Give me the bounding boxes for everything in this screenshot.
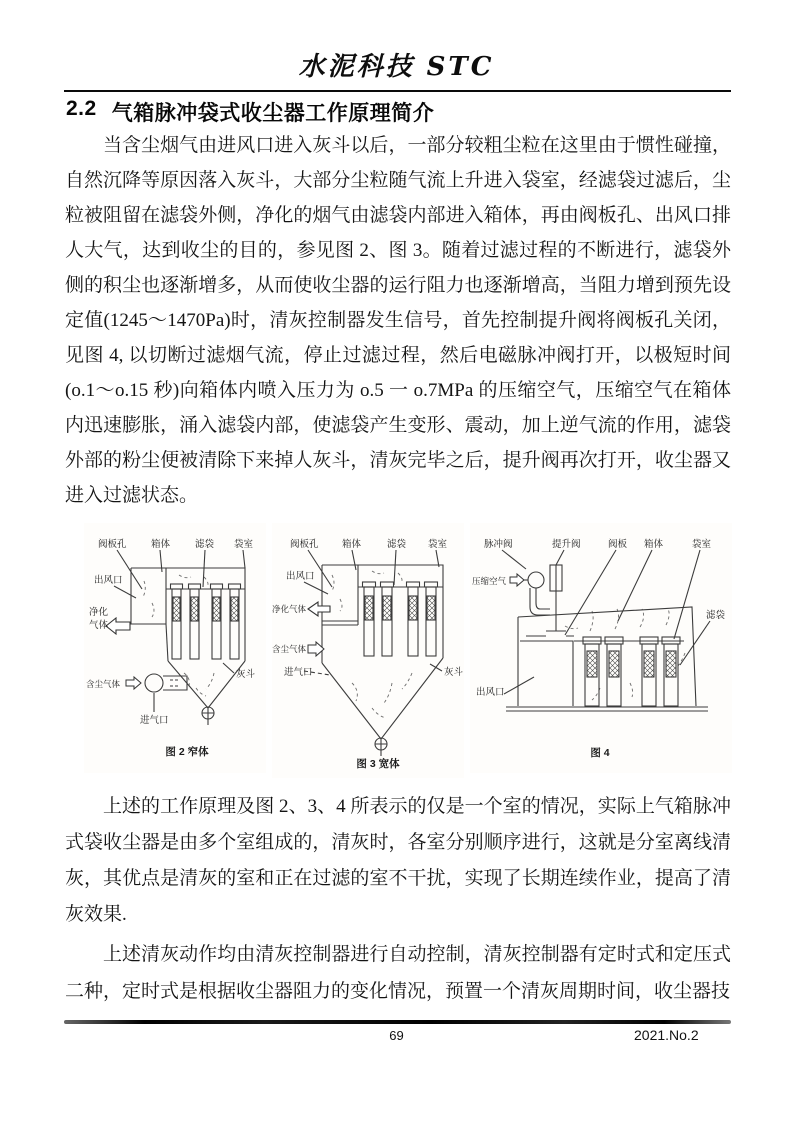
figure-3-diagram [272,523,464,773]
figure-2 [84,523,266,773]
fig3-label-filter-bag: 滤袋 [387,539,407,550]
issue-number: 2021.No.2 [634,1027,699,1043]
header-divider [64,90,731,92]
footer-divider [64,1020,731,1024]
fig2-label-air-inlet: 进气口 [140,715,169,726]
fig2-label-valve-plate-hole: 阀板孔 [98,539,127,550]
fig2-label-bag-chamber: 袋室 [234,539,254,550]
figure-3 [272,523,464,778]
fig3-label-air-outlet: 出风口 [286,571,315,582]
fig2-label-dust-gas: 含尘气体 [86,679,121,689]
fig4-label-compressed-air: 压缩空气 [472,576,507,586]
page-number: 69 [389,1028,404,1043]
paragraph-working-principle: 当含尘烟气由进风口进入灰斗以后，一部分较粗尘粒在这里由于惯性碰撞，自然沉降等原因落入灰斗，大部分尘粒随气流上升进入袋室，经滤袋过滤后，尘粒被阻留在滤袋外侧，净化的烟气由滤袋内部进入箱体，再由阀板孔、出风口排人大气，达到收尘的目的，参见图 2、图 3。随着过滤过程的不断进行，滤袋外侧的积尘也逐渐增多，从而使收尘器的运行阻力也逐渐增高，当阻力增到预先设定值(1245～1470Pa)时，清灰控制器发生信号，首先控制提升阀将阀板孔关闭，见图 4, 以切断过滤烟气流，停止过滤过程，然后电磁脉冲阀打开，以极短时间(o.1～o.15 秒)向箱体内喷入压力为 o.5 一 o.7MPa 的压缩空气，压缩空气在箱体内迅速膨胀，涌入滤袋内部，使滤袋产生变形、震动，加上逆气流的作用，滤袋外部的粉尘便被清除下来掉人灰斗，清灰完毕之后，提升阀再次打开，收尘器又进入过滤状态。 [65,135,731,506]
journal-title: 水泥科技 STC [298,52,495,82]
clean-gas-arrow-icon [308,602,330,616]
paragraph-multi-chamber: 上述的工作原理及图 2、3、4 所表示的仅是一个室的情况，实际上气箱脉冲式袋收尘器是由多个室组成的，清灰时，各室分别顺序进行，这就是分室离线清灰，其优点是清灰的室和正在过滤的室不干扰，实现了长期连续作业，提高了清灰效果. [65,796,731,925]
dust-gas-arrow-icon [126,677,141,689]
fig3-label-box-body: 箱体 [342,539,362,550]
fig2-linework [114,550,245,725]
fig2-label-clean-gas-1: 净化 [89,607,109,618]
fig4-label-pulse-valve: 脉冲阀 [484,539,513,550]
clean-gas-arrow-icon [106,618,130,634]
fig3-label-bag-chamber: 袋室 [428,539,448,550]
fig4-label-air-outlet: 出风口 [476,687,505,698]
fig4-caption: 图 4 [590,747,610,759]
fig2-label-ash-hopper: 灰斗 [236,669,256,680]
fig3-label-clean-gas: 净化气体 [272,604,307,614]
paragraph-controller: 上述清灰动作均由清灰控制器进行自动控制，清灰控制器有定时式和定压式二种，定时式是根据收尘器阻力的变化情况，预置一个清灰周期时间，收尘器技 [65,944,731,1002]
figures-row [84,523,732,778]
fig4-label-valve-plate: 阀板 [608,539,628,550]
compressed-air-arrow-icon [510,574,524,586]
fig3-linework [304,550,443,756]
fig4-linework [502,550,710,711]
fig2-caption: 图 2 窄体 [165,746,209,758]
figure-4-diagram [470,523,732,768]
section-number: 2.2 [66,97,97,120]
figure-2-diagram [84,523,266,768]
fig3-label-air-inlet: 进气口 [284,667,313,678]
fig3-label-ash-hopper: 灰斗 [444,667,464,678]
fig2-label-clean-gas-2: 气体 [89,620,109,631]
section-title: 气箱脉冲袋式收尘器工作原理简介 [111,102,435,125]
fig4-label-lift-valve: 提升阀 [552,539,581,550]
fig2-label-filter-bag: 滤袋 [195,539,215,550]
fig3-label-dust-gas: 含尘气体 [272,644,307,654]
fig2-label-box-body: 箱体 [151,539,171,550]
fig3-caption: 图 3 宽体 [356,758,400,770]
section-heading [66,97,434,127]
fig2-label-air-outlet: 出风口 [94,575,123,586]
fig3-label-valve-plate-hole: 阀板孔 [290,539,319,550]
fig4-label-bag-chamber: 袋室 [692,539,712,550]
fig4-label-box-body: 箱体 [644,539,664,550]
fig4-label-filter-bag: 滤袋 [706,610,726,621]
figure-4 [470,523,732,773]
